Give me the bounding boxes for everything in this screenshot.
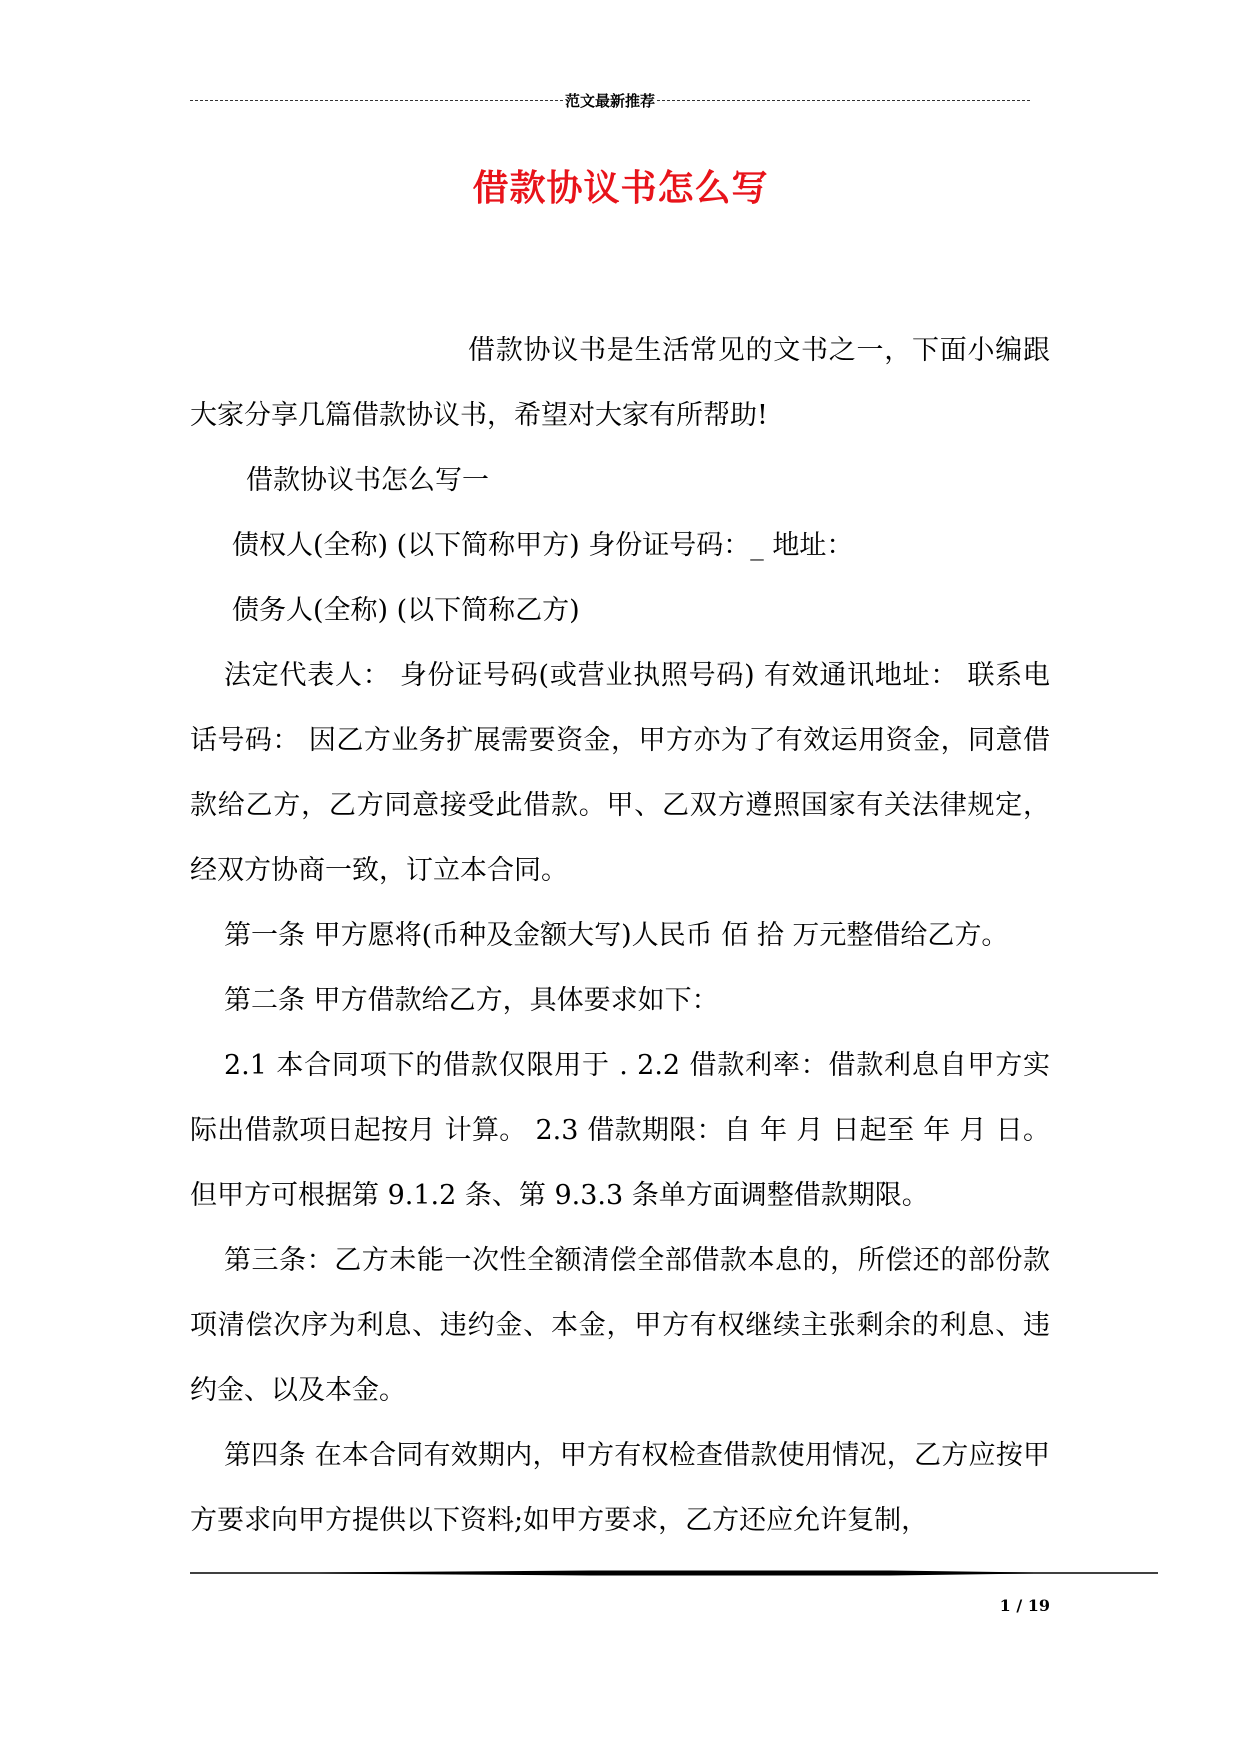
page-header	[190, 88, 1030, 112]
header-text: 范文最新推荐	[565, 91, 656, 110]
representative-paragraph: 法定代表人： 身份证号码(或营业执照号码) 有效通讯地址： 联系电话号码： 因乙方业务扩展需要资金，甲方亦为了有效运用资金，同意借款给乙方，乙方同意接受此借款。甲、乙双方遵照国家有关法律规定，经双方协商一致，订立本合同。	[190, 660, 1050, 886]
section-heading: 借款协议书怎么写一	[246, 465, 489, 496]
header-dash-left	[190, 100, 563, 101]
document-body	[190, 318, 1050, 1553]
intro-paragraph: 借款协议书是生活常见的文书之一，下面小编跟大家分享几篇借款协议书，希望对大家有所帮助!	[190, 335, 1050, 431]
article-2: 第二条 甲方借款给乙方，具体要求如下：	[224, 985, 719, 1016]
page-number: 1 / 19	[999, 1596, 1050, 1615]
document-title: 借款协议书怎么写	[472, 167, 769, 209]
article-1: 第一条 甲方愿将(币种及金额大写)人民币 佰 拾 万元整借给乙方。	[224, 920, 1009, 951]
article-2-details: 2.1 本合同项下的借款仅限用于 . 2.2 借款利率：借款利息自甲方实际出借款项日起按月 计算。 2.3 借款期限：自 年 月 日起至 年 月 日。但甲方可根据第 9.1.2 条、第 9.3.3 条单方面调整借款期限。	[190, 1050, 1050, 1211]
header-dash-right	[657, 100, 1030, 101]
article-4: 第四条 在本合同有效期内，甲方有权检查借款使用情况，乙方应按甲方要求向甲方提供以下资料;如甲方要求，乙方还应允许复制，	[190, 1440, 1050, 1536]
creditor-line: 债权人(全称) (以下简称甲方) 身份证号码：_ 地址：	[232, 530, 854, 561]
article-3: 第三条：乙方未能一次性全额清偿全部借款本息的，所偿还的部份款项清偿次序为利息、违约金、本金，甲方有权继续主张剩余的利息、违约金、以及本金。	[190, 1245, 1050, 1406]
debtor-line: 债务人(全称) (以下简称乙方)	[232, 595, 580, 626]
footer-rule	[190, 1568, 1158, 1578]
